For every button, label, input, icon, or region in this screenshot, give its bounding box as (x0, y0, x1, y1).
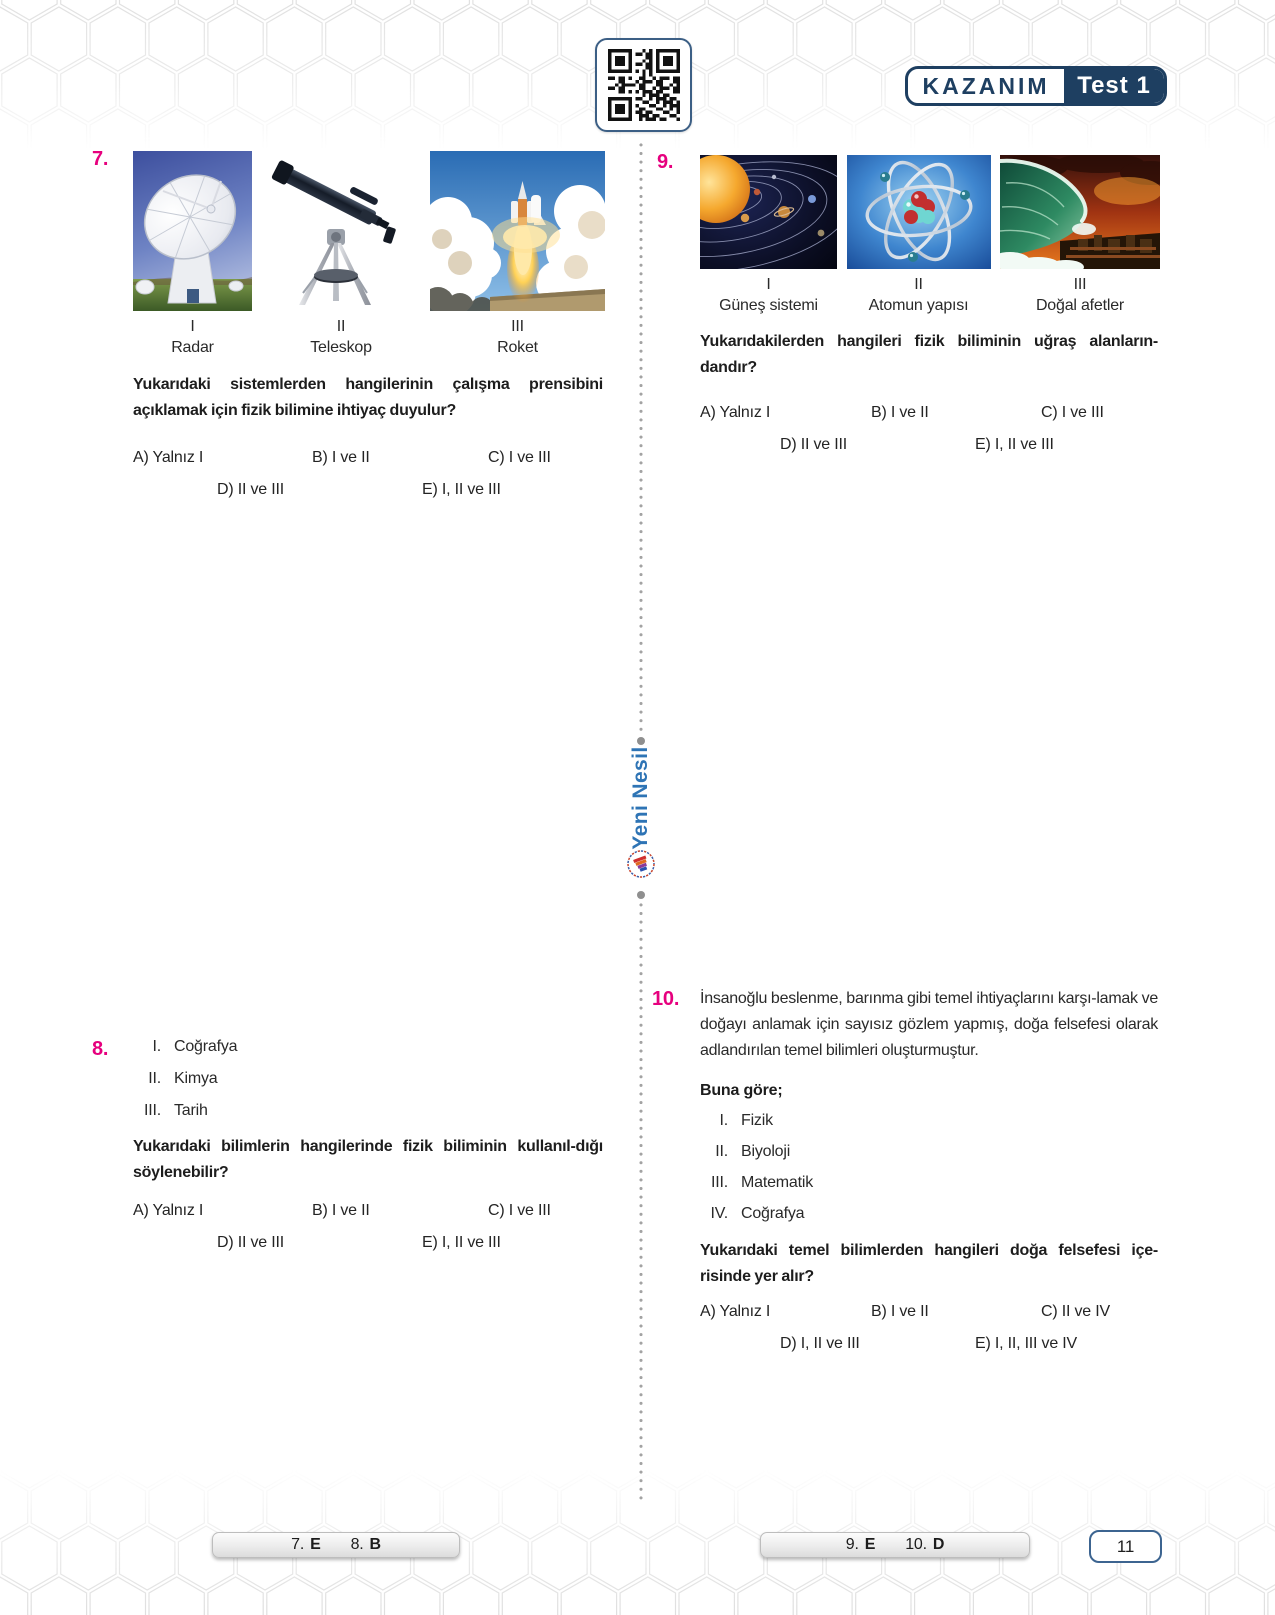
option-d: D) I, II ve III (780, 1335, 860, 1352)
option-e: E) I, II, III ve IV (975, 1335, 1078, 1352)
test-badge (905, 66, 1167, 106)
question-8-stem: Yukarıdaki bilimlerin hangilerinde fizik biliminin kullanıl-dığı söylenebilir? (133, 1138, 603, 1181)
list-item (133, 1038, 237, 1070)
answer-key-right (760, 1532, 1030, 1558)
figure-numeral: III (511, 318, 524, 335)
item-label: Biyoloji (741, 1143, 791, 1160)
answer-key-question: 10. (905, 1536, 927, 1553)
item-numeral: I. (152, 1038, 161, 1055)
brand-emblem-icon (626, 849, 656, 879)
figure-numeral: I (766, 276, 771, 293)
option-b: B) I ve II (312, 1202, 370, 1219)
brand-name: Yeni Nesil (629, 746, 652, 850)
rocket-launch-photo (430, 151, 605, 311)
option-a: A) Yalnız I (700, 404, 771, 421)
figure-numeral: II (914, 276, 923, 293)
list-item (133, 1102, 237, 1134)
question-8-number: 8. (92, 1038, 109, 1060)
figure-telescope (267, 151, 415, 357)
badge-kazanim-label: KAZANIM (922, 72, 1050, 99)
question-7-options (133, 449, 613, 513)
item-label: Kimya (174, 1070, 218, 1087)
option-b: B) I ve II (871, 404, 929, 421)
item-label: Coğrafya (741, 1205, 805, 1222)
question-9-options (700, 404, 1180, 468)
option-e: E) I, II ve III (975, 436, 1054, 453)
tsunami-photo (1000, 155, 1160, 269)
question-9-figures (700, 155, 1160, 315)
column-divider-bottom (639, 903, 643, 1505)
figure-radar (133, 151, 252, 357)
list-item (133, 1070, 237, 1102)
option-a: A) Yalnız I (133, 1202, 204, 1219)
item-numeral: II. (148, 1070, 161, 1087)
option-a: A) Yalnız I (700, 1303, 771, 1320)
question-9-stem: Yukarıdakilerden hangileri fizik biliminin uğraş alanların-dandır? (700, 333, 1158, 376)
item-label: Coğrafya (174, 1038, 238, 1055)
atom-model-photo (847, 155, 991, 269)
item-label: Matematik (741, 1174, 813, 1191)
answer-key-answer: B (369, 1536, 381, 1553)
question-7-stem: Yukarıdaki sistemlerden hangilerinin çalışma prensibini açıklamak için fizik bilimine ihtiyaç duyulur? (133, 376, 603, 419)
answer-key-question: 8. (350, 1536, 364, 1553)
question-10-number: 10. (652, 988, 680, 1010)
option-c: C) II ve IV (1041, 1303, 1110, 1320)
question-10-stem: Yukarıdaki temel bilimlerden hangileri doğa felsefesi içe-risinde yer alır? (700, 1242, 1158, 1285)
list-item (700, 1205, 813, 1236)
question-7-number: 7. (92, 148, 109, 170)
question-9-number: 9. (657, 151, 674, 173)
figure-caption: Roket (497, 339, 538, 356)
question-10-intro: İnsanoğlu beslenme, barınma gibi temel ihtiyaçlarını karşı-lamak ve doğayı anlamak için sayısız gözlem yapmış, doğa felsefesi olarak adlandırılan temel bilimleri oluşturmuştur. (700, 990, 1158, 1059)
answer-key-question: 7. (291, 1536, 305, 1553)
item-numeral: IV. (710, 1205, 728, 1222)
figure-caption: Doğal afetler (1035, 297, 1125, 314)
figure-solar-system (700, 155, 837, 315)
question-7-figures (133, 151, 605, 357)
list-item (700, 1143, 813, 1174)
question-8-list (133, 1038, 237, 1134)
option-d: D) II ve III (780, 436, 847, 453)
answer-key-question: 9. (845, 1536, 859, 1553)
item-numeral: I. (719, 1112, 728, 1129)
list-item (700, 1112, 813, 1143)
option-c: C) I ve III (488, 449, 551, 466)
option-d: D) II ve III (217, 481, 284, 498)
figure-caption: Güneş sistemi (719, 297, 818, 314)
figure-atom (847, 155, 991, 315)
figure-caption: Radar (171, 339, 214, 356)
answer-key-answer: D (932, 1536, 945, 1553)
option-b: B) I ve II (312, 449, 370, 466)
figure-caption: Teleskop (310, 339, 372, 356)
list-item (700, 1174, 813, 1205)
option-e: E) I, II ve III (422, 1234, 501, 1251)
qr-code-icon (608, 49, 680, 121)
figure-numeral: II (336, 318, 346, 335)
item-numeral: III. (711, 1174, 728, 1191)
column-divider-top (639, 143, 643, 733)
question-10-list (700, 1112, 813, 1236)
divider-dot (637, 737, 645, 745)
item-numeral: II. (715, 1143, 728, 1160)
figure-numeral: III (1073, 276, 1087, 293)
option-a: A) Yalnız I (133, 449, 204, 466)
radar-photo (133, 151, 252, 311)
option-e: E) I, II ve III (422, 481, 501, 498)
option-b: B) I ve II (871, 1303, 929, 1320)
item-label: Fizik (741, 1112, 773, 1129)
hexagon-pattern-bottom (0, 1468, 1275, 1615)
question-10-lead: Buna göre; (700, 1082, 783, 1099)
answer-key-answer: E (864, 1536, 876, 1553)
solar-system-photo (700, 155, 837, 269)
question-10-options (700, 1303, 1180, 1367)
page-number: 11 (1089, 1530, 1162, 1563)
figure-rocket (430, 151, 605, 357)
option-c: C) I ve III (1041, 404, 1104, 421)
divider-dot (637, 891, 645, 899)
option-d: D) II ve III (217, 1234, 284, 1251)
answer-key-left (212, 1532, 460, 1558)
figure-natural-disaster (1000, 155, 1160, 315)
badge-test-number: Test 1 (1064, 69, 1164, 103)
figure-caption: Atomun yapısı (868, 297, 969, 314)
figure-numeral: I (190, 318, 195, 335)
item-numeral: III. (144, 1102, 161, 1119)
item-label: Tarih (174, 1102, 208, 1119)
question-8-options (133, 1202, 613, 1266)
option-c: C) I ve III (488, 1202, 551, 1219)
qr-code[interactable] (595, 38, 692, 132)
telescope-photo (267, 151, 415, 311)
answer-key-answer: E (310, 1536, 321, 1553)
